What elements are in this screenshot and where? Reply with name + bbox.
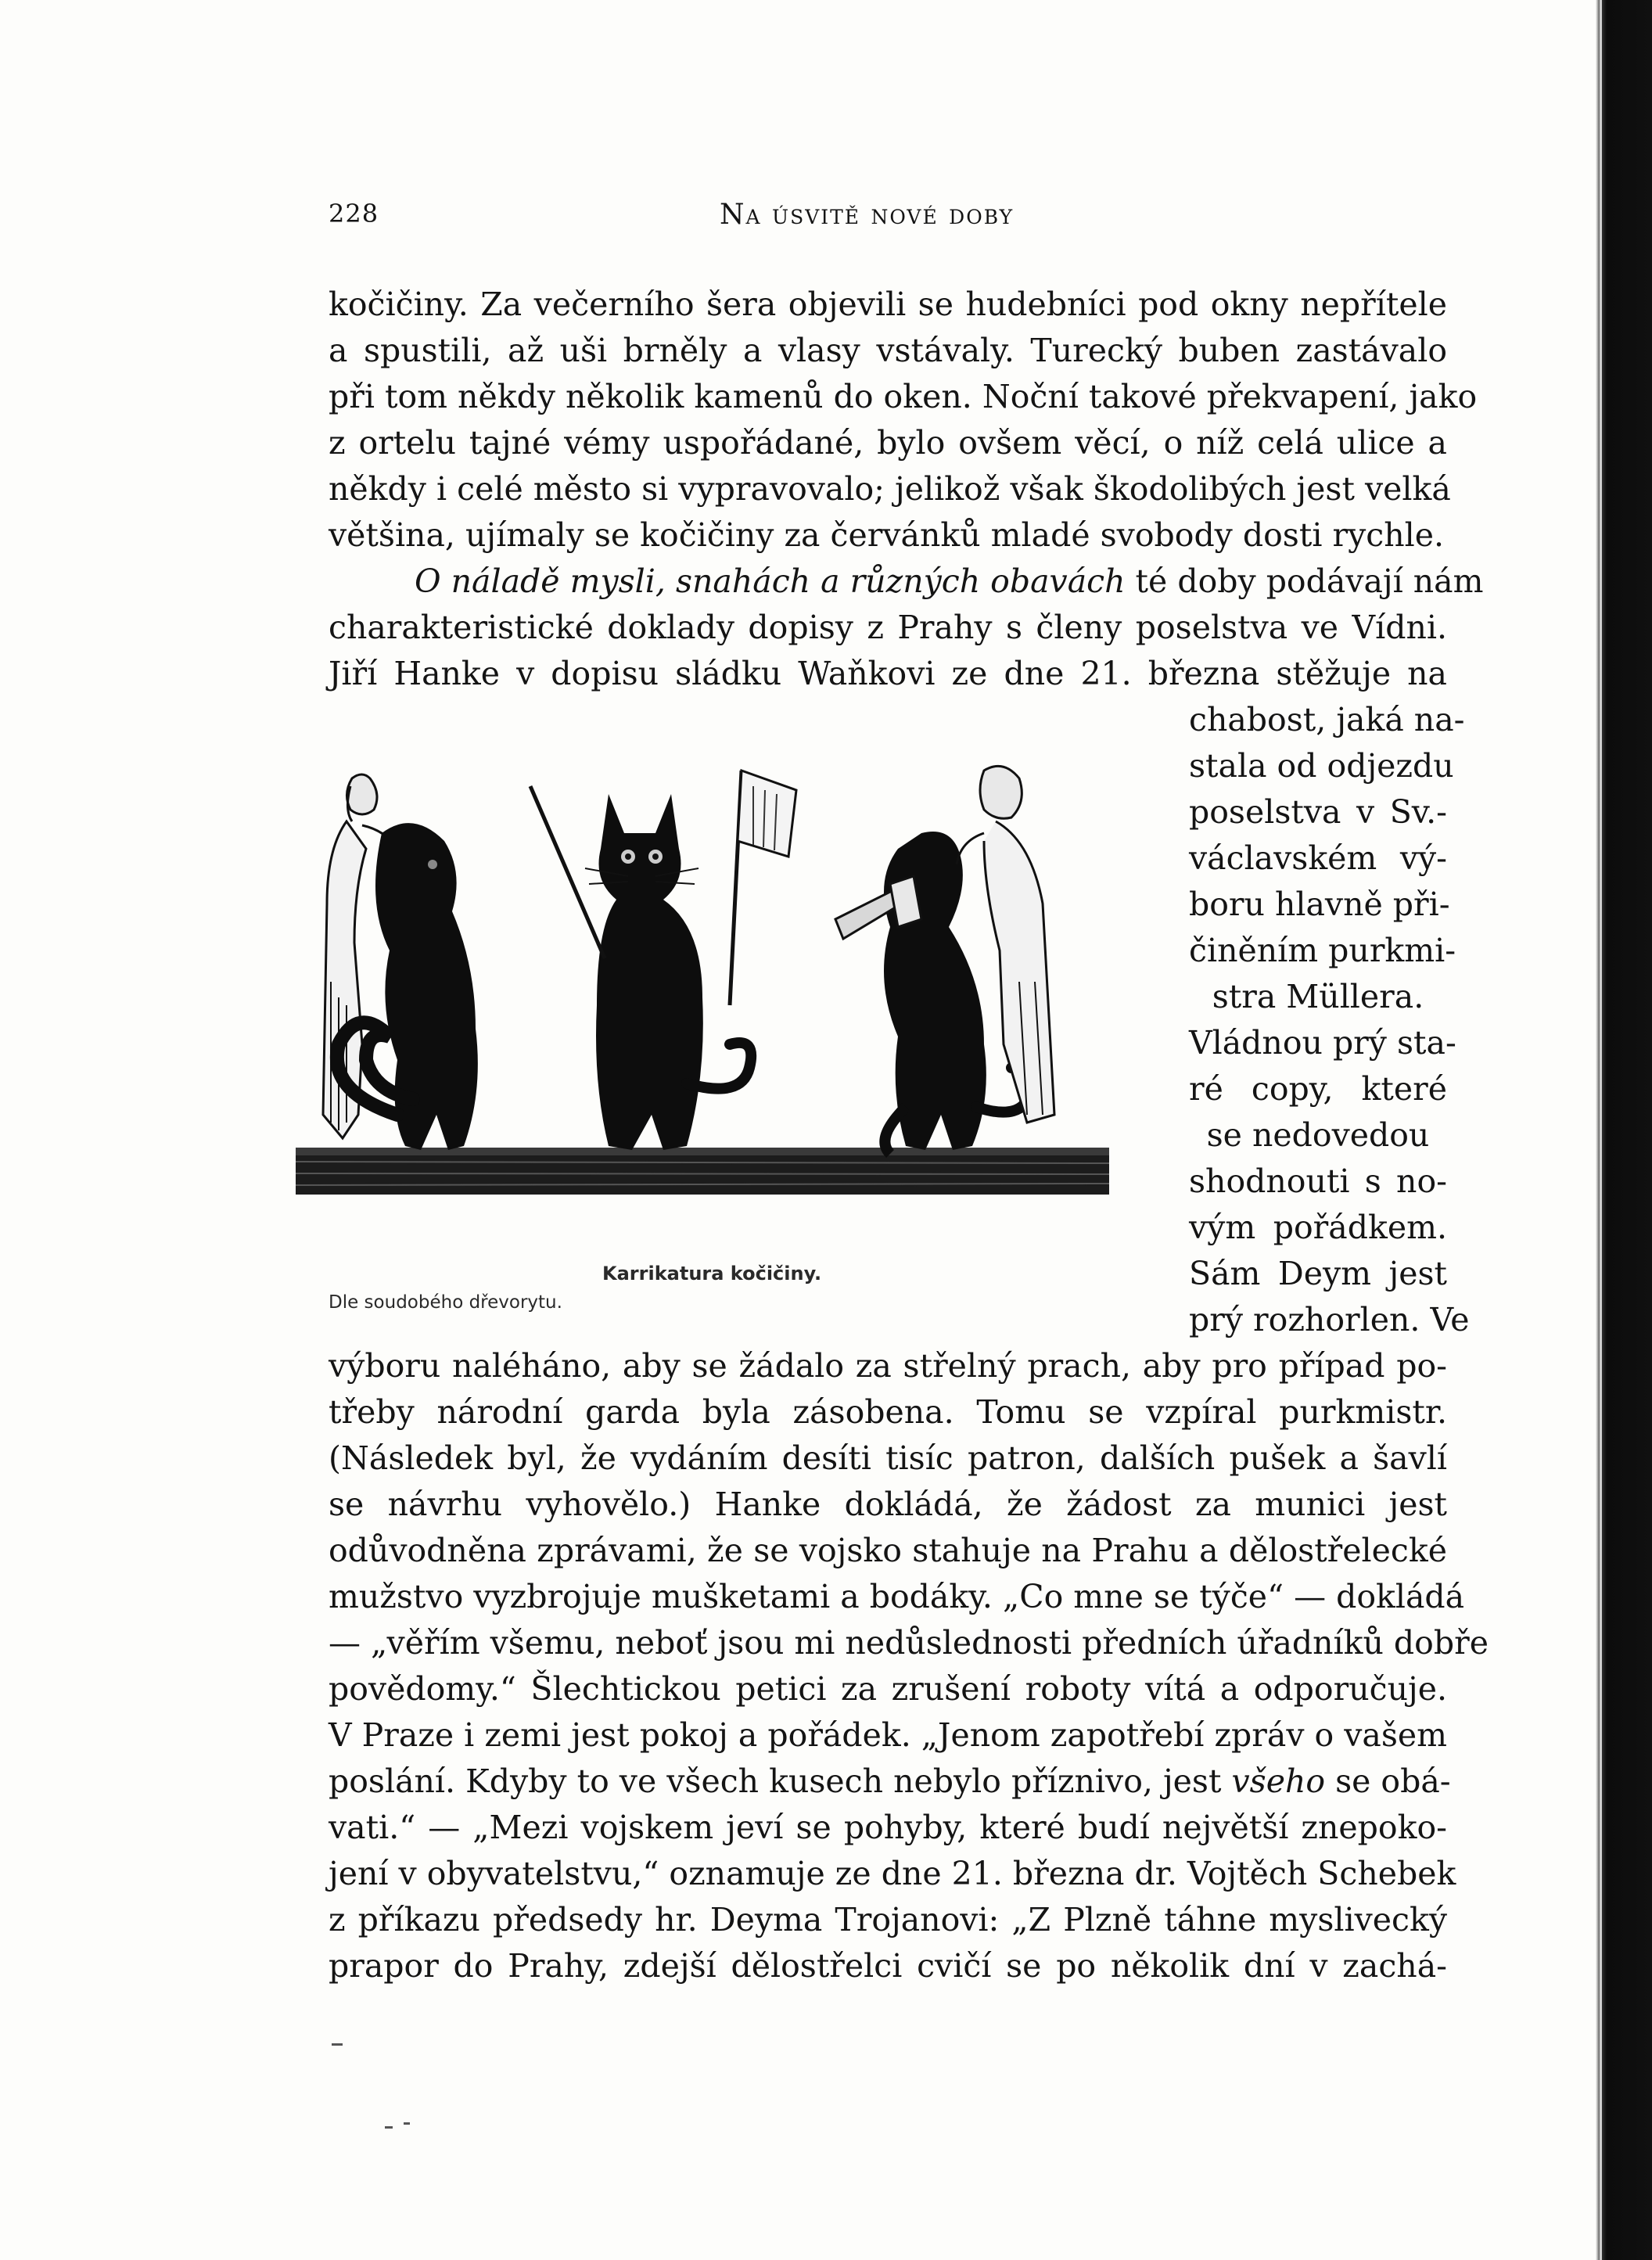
ink-smudge xyxy=(385,2126,393,2129)
text-line: a spustili, až uši brněly a vlasy vstávaly. Turecký buben zastávalo xyxy=(329,332,1447,369)
side-text-line: prý rozhorlen. Ve xyxy=(1189,1301,1470,1338)
side-text-line: se nedovedou xyxy=(1206,1116,1430,1154)
running-title: Na úsvitě nové doby xyxy=(720,199,1015,231)
italic-word: všeho xyxy=(1231,1762,1326,1800)
woodcut-illustration xyxy=(296,747,1109,1248)
text-run: se obá- xyxy=(1325,1762,1451,1800)
text-line: (Následek byl, že vydáním desíti tisíc patron, dalších pušek a šavlí xyxy=(329,1439,1447,1477)
book-spine-shadow xyxy=(1596,0,1652,2260)
text-line: — „věřím všemu, neboť jsou mi nedůslednosti předních úřadníků dobře xyxy=(329,1624,1489,1662)
text-line: charakteristické doklady dopisy z Prahy s členy poselstva ve Vídni. xyxy=(329,609,1447,646)
side-text-line: Sám Deym jest xyxy=(1189,1255,1447,1292)
text-line: třeby národní garda byla zásobena. Tomu se vzpíral purkmistr. xyxy=(329,1393,1447,1431)
side-text-line: boru hlavně při- xyxy=(1189,886,1450,923)
side-text-line: vým pořádkem. xyxy=(1189,1209,1447,1246)
text-line: vati.“ — „Mezi vojskem jeví se pohyby, které budí největší znepoko- xyxy=(329,1809,1447,1846)
text-line: se návrhu vyhovělo.) Hanke dokládá, že žádost za munici jest xyxy=(329,1486,1447,1523)
text-line: z příkazu předsedy hr. Deyma Trojanovi: „Z Plzně táhne myslivecký xyxy=(329,1901,1447,1938)
side-text-line: stra Müllera. xyxy=(1212,978,1424,1015)
text-line: většina, ujímaly se kočičiny za červánků mladé svobody dosti rychle. xyxy=(329,516,1445,554)
page-number: 228 xyxy=(329,199,379,228)
text-line: při tom někdy několik kamenů do oken. Noční takové překvapení, jako xyxy=(329,378,1478,415)
page-edge-line xyxy=(1600,0,1602,2260)
text-line: mužstvo vyzbrojuje mušketami a bodáky. „Co mne se týče“ — dokládá xyxy=(329,1578,1465,1615)
text-line: povědomy.“ Šlechtickou petici za zrušení roboty vítá a odporučuje. xyxy=(329,1670,1447,1708)
text-line: někdy i celé město si vypravovalo; jelikož však škodolibých jest velká xyxy=(329,470,1451,508)
side-text-line: ré copy, které xyxy=(1189,1070,1447,1108)
side-text-line: chabost, jaká na- xyxy=(1189,701,1465,738)
side-text-line: václavském vý- xyxy=(1189,839,1447,877)
text-line: prapor do Prahy, zdejší dělostřelci cvičí se po několik dní v zachá- xyxy=(329,1947,1447,1985)
text-line: výboru naléháno, aby se žádalo za střelný prach, aby pro případ po- xyxy=(329,1347,1447,1385)
text-line: jení v obyvatelstvu,“ oznamuje ze dne 21. března dr. Vojtěch Schebek xyxy=(329,1855,1456,1892)
side-text-line: poselstva v Sv.- xyxy=(1189,793,1447,831)
side-text-line: shodnouti s no- xyxy=(1189,1162,1447,1200)
center-cat-conductor xyxy=(530,771,796,1150)
text-line: kočičiny. Za večerního šera objevili se hudebníci pod okny nepřítele xyxy=(329,286,1447,323)
figure-caption: Karrikatura kočičiny. xyxy=(602,1263,822,1284)
text-run: té doby podávají nám xyxy=(1125,562,1484,600)
side-text-line: stala od odjezdu xyxy=(1189,747,1454,785)
text-run: poslání. Kdyby to ve všech kusech nebylo příznivo, jest xyxy=(329,1762,1232,1800)
side-text-line: činěním purkmi- xyxy=(1189,932,1456,969)
ground-strip xyxy=(296,1148,1109,1195)
text-line: V Praze i zemi jest pokoj a pořádek. „Jenom zapotřebí zpráv o vašem xyxy=(329,1716,1448,1754)
text-line: Jiří Hanke v dopisu sládku Waňkovi ze dne 21. března stěžuje na xyxy=(329,655,1447,692)
side-text-line: Vládnou prý sta- xyxy=(1189,1024,1456,1062)
text-line-italic-lead xyxy=(415,559,1484,604)
text-line: z ortelu tajné vémy uspořádané, bylo ovšem věcí, o níž celá ulice a xyxy=(329,424,1447,462)
page-header xyxy=(329,192,1455,239)
figure-source-note: Dle soudobého dřevorytu. xyxy=(329,1292,562,1313)
ink-smudge xyxy=(332,2043,343,2046)
ink-smudge xyxy=(404,2122,410,2125)
text-line: odůvodněna zprávami, že se vojsko stahuje na Prahu a dělostřelecké xyxy=(329,1532,1447,1569)
text-line-with-italic xyxy=(329,1759,1451,1804)
italic-phrase: O náladě mysli, snahách a různých obavách xyxy=(415,562,1126,600)
